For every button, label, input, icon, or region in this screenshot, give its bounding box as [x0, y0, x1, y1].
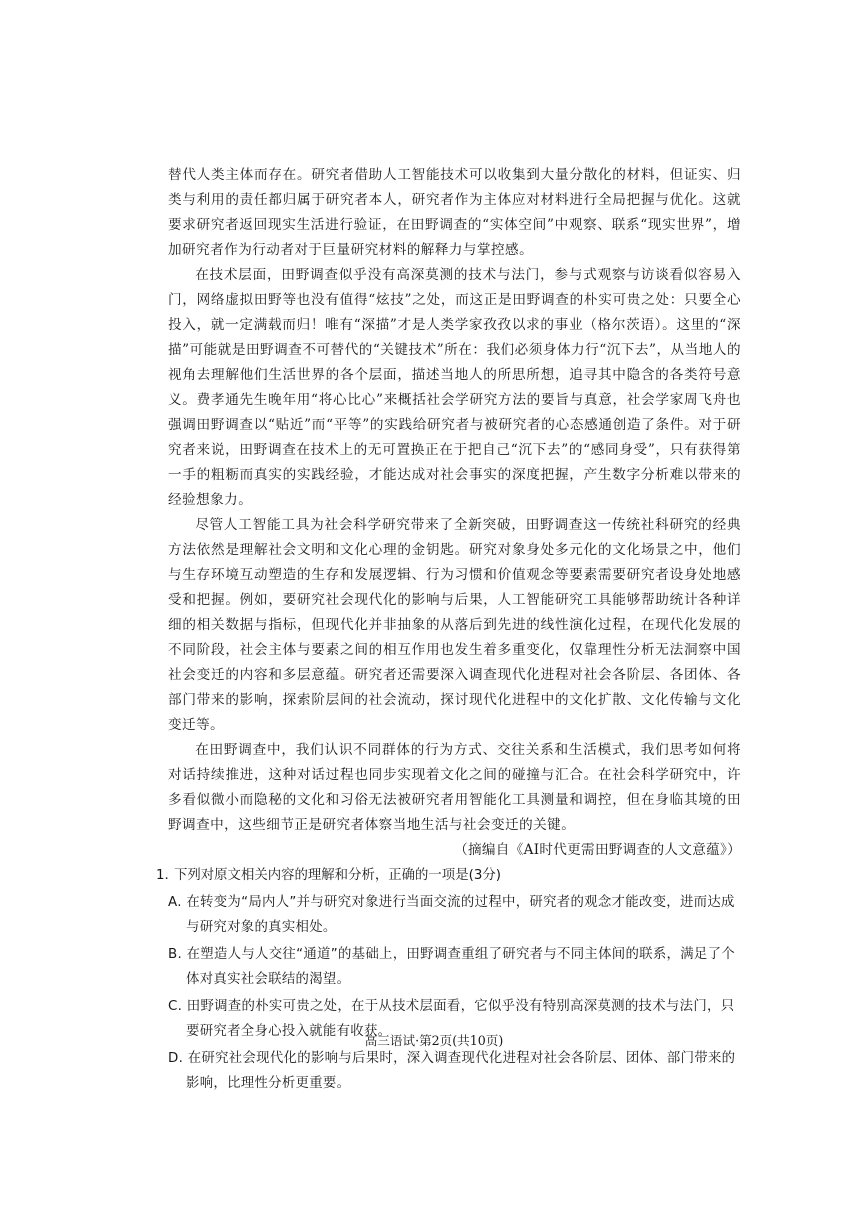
question-stem-row: [156, 863, 741, 888]
question-number: 1.: [156, 868, 169, 883]
passage-paragraph-4: 在田野调查中，我们认识不同群体的行为方式、交往关系和生活模式，我们思考如何将对话持续推进，这种对话过程也同步实现着文化之间的碰撞与汇合。在社会科学研究中，许多看似微小而隐秘的文化和习俗无法被研究者用智能化工具测量和调控，但在身临其境的田野调查中，这些细节正是研究者体察当地生活与社会变迁的关键。: [168, 742, 741, 833]
answer-option-c: C. 田野调查的朴实可贵之处，在于从技术层面看，它似乎没有特别高深莫测的技术与法门，只要研究者全身心投入就能有收获。: [168, 999, 735, 1039]
page-footer: 高三语试·第2页(共10页): [364, 1033, 504, 1048]
answer-options: [168, 890, 741, 1096]
question-stem: 下列对原文相关内容的理解和分析，正确的一项是(3分): [174, 868, 501, 883]
passage-paragraph-3: 尽管人工智能工具为社会科学研究带来了全新突破，田野调查这一传统社科研究的经典方法依然是理解社会文明和文化心理的金钥匙。研究对象身处多元化的文化场景之中，他们与生存环境互动塑造的生存和发展逻辑、行为习惯和价值观念等要素需要研究者设身处地感受和把握。例如，要研究社会现代化的影响与后果，人工智能研究工具能够帮助统计各种详细的相关数据与指标，但现代化并非抽象的从落后到先进的线性演化过程，在现代化发展的不同阶段，社会主体与要素之间的相互作用也发生着多重变化，仅靠理性分析无法洞察中国社会变迁的内容和多层意蕴。研究者还需要深入调查现代化进程对社会各阶层、各团体、各部门带来的影响，探索阶层间的社会流动，探讨现代化进程中的文化扩散、文化传输与文化变迁等。: [168, 517, 741, 733]
exam-page-content: [156, 163, 741, 1098]
answer-option-d: D. 在研究社会现代化的影响与后果时，深入调查现代化进程对社会各阶层、团体、部门带来的影响，比理性分析更重要。: [168, 1051, 736, 1091]
answer-option-a: A. 在转变为“局内人”并与研究对象进行当面交流的过程中，研究者的观念才能改变，进而达成与研究对象的真实相处。: [168, 895, 735, 935]
passage-paragraph-1: 替代人类主体而存在。研究者借助人工智能技术可以收集到大量分散化的材料，但证实、归类与利用的责任都归属于研究者本人，研究者作为主体应对材料进行全局把握与优化。这就要求研究者返回现实生活进行验证，在田野调查的“实体空间”中观察、联系“现实世界”，增加研究者作为行动者对于巨量研究材料的解释力与掌控感。: [168, 167, 741, 258]
answer-option-b: B. 在塑造人与人交往“通道”的基础上，田野调查重组了研究者与不同主体间的联系，满足了个体对真实社会联结的渴望。: [168, 947, 736, 987]
passage-paragraph-2: 在技术层面，田野调查似乎没有高深莫测的技术与法门，参与式观察与访谈看似容易入门，网络虚拟田野等也没有值得“炫技”之处，而这正是田野调查的朴实可贵之处：只要全心投入，就一定满载而归！唯有“深描”才是人类学家孜孜以求的事业（格尔茨语）。这里的“深描”可能就是田野调查不可替代的“关键技术”所在：我们必须身体力行“沉下去”，从当地人的视角去理解他们生活世界的各个层面，描述当地人的所思所想，追寻其中隐含的各类符号意义。费孝通先生晚年用“将心比心”来概括社会学研究方法的要旨与真意，社会学家周飞舟也强调田野调查以“贴近”而“平等”的实践给研究者与被研究者的心态感通创造了条件。对于研究者来说，田野调查在技术上的无可置换正在于把自己“沉下去”的“感同身受”，只有获得第一手的粗粝而真实的实践经验，才能达成对社会事实的深度把握，产生数字分析难以带来的经验想象力。: [168, 267, 741, 508]
passage-source: （摘编自《AI时代更需田野调查的人文意蕴》）: [454, 842, 741, 858]
question-1: [156, 863, 741, 1096]
